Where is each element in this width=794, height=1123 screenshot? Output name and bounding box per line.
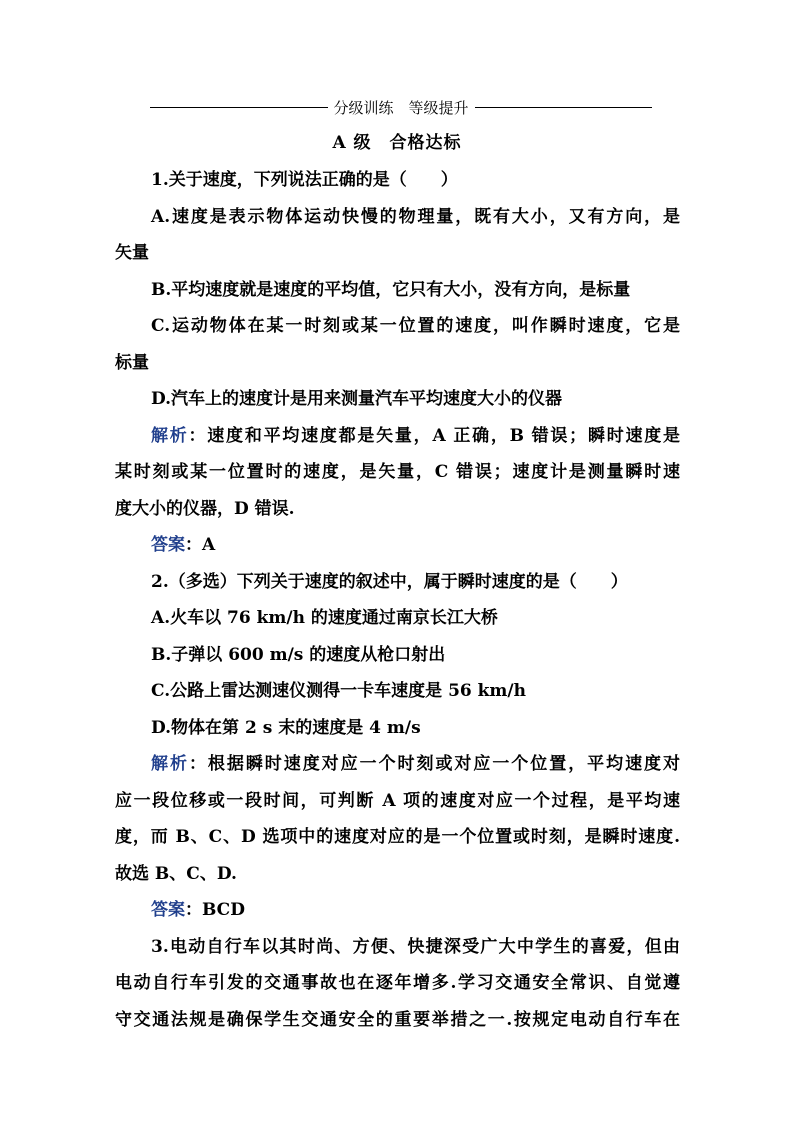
q1-option-a-line2: 矢量	[115, 243, 149, 263]
q2-analysis-line3: 度，而 B、C、D 选项中的速度对应的是一个位置或时刻，是瞬时速度.	[115, 827, 680, 847]
q2-option-b: B.子弹以 600 m/s 的速度从枪口射出	[151, 644, 446, 665]
q2-answer	[115, 892, 680, 929]
page-header	[150, 96, 652, 118]
q1-stem: 1.关于速度，下列说法正确的是（ ）	[151, 170, 458, 190]
q1-analysis-line3: 度大小的仪器，D 错误.	[115, 498, 295, 519]
q2-answer-value: ：BCD	[185, 900, 245, 920]
q2-option-c: C.公路上雷达测速仪测得一卡车速度是 56 km/h	[151, 681, 526, 701]
header-rule-right	[475, 107, 653, 108]
q1-answer-value: ：A	[185, 535, 216, 555]
q1-answer	[115, 527, 680, 564]
header-rule-left	[150, 107, 328, 108]
q2-analysis-label: 解析	[151, 754, 189, 774]
q1-option-d: D.汽车上的速度计是用来测量汽车平均速度大小的仪器	[151, 389, 563, 409]
q1-option-b: B.平均速度就是速度的平均值，它只有大小，没有方向，是标量	[151, 279, 631, 300]
q3-line2: 电动自行车引发的交通事故也在逐年增多.学习交通安全常识、自觉遵	[115, 973, 680, 993]
q1-analysis-line2: 某时刻或某一位置时的速度，是矢量，C 错误；速度计是测量瞬时速	[115, 462, 680, 482]
q1-option-c-line1: C.运动物体在某一时刻或某一位置的速度，叫作瞬时速度，它是	[151, 316, 680, 336]
q3-line3: 守交通法规是确保学生交通安全的重要举措之一.按规定电动自行车在	[115, 1009, 680, 1030]
q2-stem: 2.（多选）下列关于速度的叙述中，属于瞬时速度的是（ ）	[151, 571, 628, 592]
q2-option-d: D.物体在第 2 s 末的速度是 4 m/s	[151, 717, 421, 738]
content	[115, 162, 680, 1038]
q2-analysis-line4: 故选 B、C、D.	[115, 863, 237, 884]
q1-analysis-label: 解析	[151, 425, 189, 446]
q1-analysis-text1: ：速度和平均速度都是矢量，A 正确，B 错误；瞬时速度是	[188, 425, 680, 446]
q2-analysis-text1: ：根据瞬时速度对应一个时刻或对应一个位置，平均速度对	[188, 754, 680, 774]
q2-option-a: A.火车以 76 km/h 的速度通过南京长江大桥	[151, 608, 498, 628]
q1-answer-label: 答案	[151, 535, 185, 555]
q1-analysis-line1	[115, 418, 680, 455]
header-text: 分级训练 等级提升	[333, 98, 469, 117]
q1-option-c-line2: 标量	[115, 352, 149, 373]
q3-line1: 3.电动自行车以其时尚、方便、快捷深受广大中学生的喜爱，但由	[151, 936, 680, 957]
q2-analysis-line2: 应一段位移或一段时间，可判断 A 项的速度对应一个过程，是平均速	[115, 790, 680, 811]
q1-option-a-line1: A.速度是表示物体运动快慢的物理量，既有大小，又有方向，是	[151, 206, 680, 227]
q2-analysis-line1	[115, 746, 680, 783]
q2-answer-label: 答案	[151, 900, 185, 920]
section-title: A 级 合格达标	[332, 133, 462, 153]
